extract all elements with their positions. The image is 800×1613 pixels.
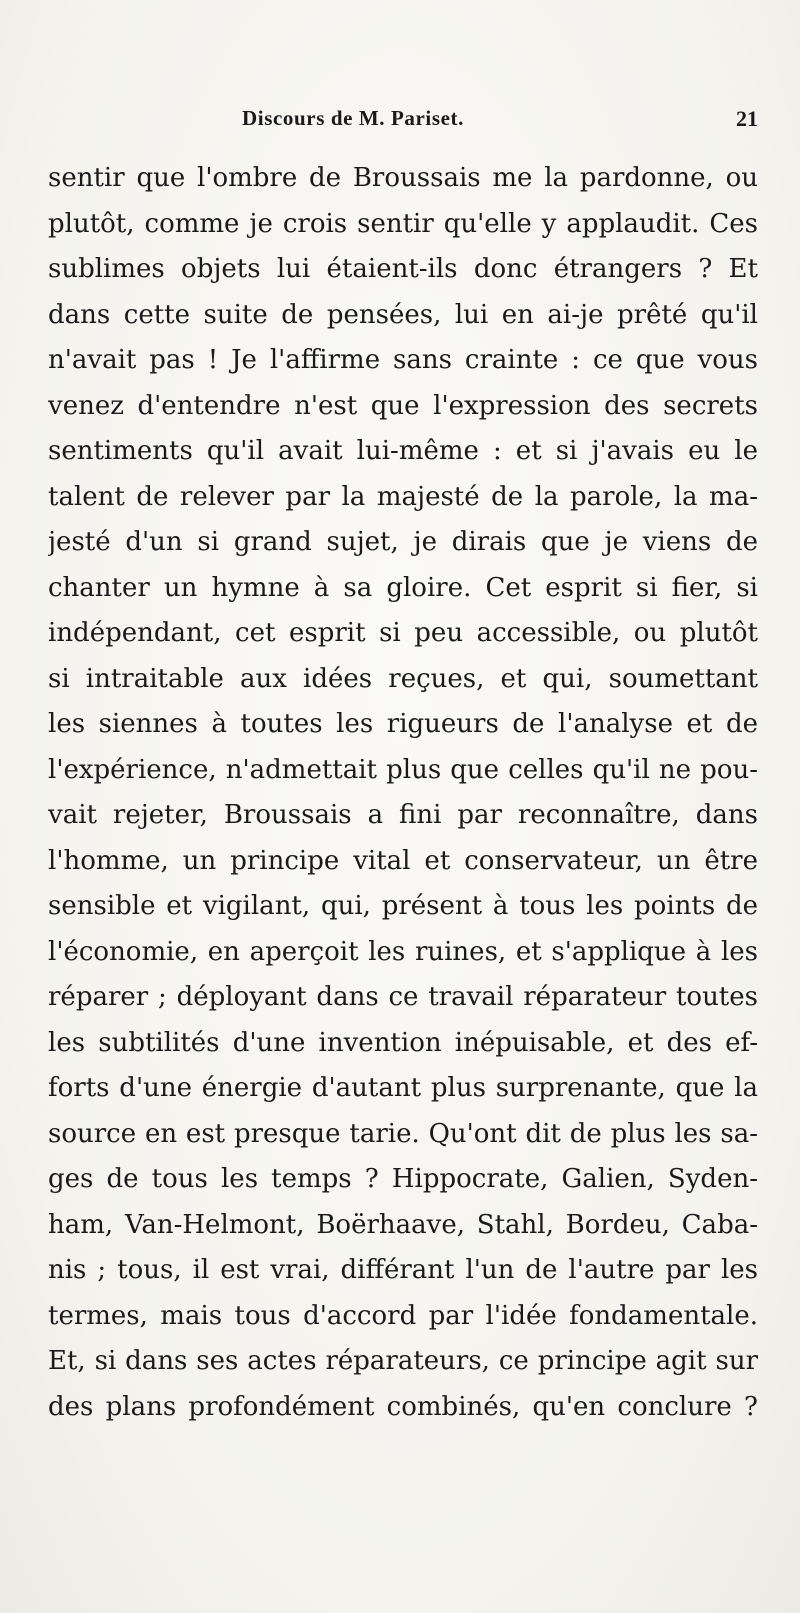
text-line: vait rejeter, Broussais a fini par reconnaître, dans — [48, 800, 758, 830]
text-line: sublimes objets lui étaient-ils donc étrangers ? Et — [48, 254, 758, 284]
page-header — [48, 106, 758, 140]
text-line: nis ; tous, il est vrai, différant l'un de l'autre par les — [48, 1255, 758, 1285]
text-line: Et, si dans ses actes réparateurs, ce principe agit sur — [48, 1346, 758, 1376]
text-line: l'économie, en aperçoit les ruines, et s'applique à les — [48, 936, 758, 967]
text-line: des plans profondément combinés, qu'en conclure ? — [48, 1391, 758, 1422]
text-line: termes, mais tous d'accord par l'idée fondamentale. — [48, 1300, 758, 1331]
text-line: l'homme, un principe vital et conservateur, un être — [48, 845, 758, 876]
text-line: si intraitable aux idées reçues, et qui, soumettant — [48, 663, 758, 694]
text-line: l'expérience, n'admettait plus que celles qu'il ne pou- — [48, 754, 758, 785]
text-line: ges de tous les temps ? Hippocrate, Galien, Syden- — [48, 1164, 758, 1194]
text-line: n'avait pas ! Je l'affirme sans crainte : ce que vous — [48, 345, 758, 375]
body-text — [48, 156, 758, 1430]
text-line: les subtilités d'une invention inépuisable, et des ef- — [48, 1027, 758, 1058]
running-head: Discours de M. Pariset. — [242, 106, 465, 130]
text-line: dans cette suite de pensées, lui en ai-je prêté qu'il — [48, 299, 758, 330]
text-line: chanter un hymne à sa gloire. Cet esprit si fier, si — [48, 572, 758, 603]
text-line: les siennes à toutes les rigueurs de l'analyse et de — [48, 709, 758, 739]
text-line: jesté d'un si grand sujet, je dirais que je viens de — [48, 527, 758, 557]
text-line: sensible et vigilant, qui, présent à tous les points de — [48, 891, 758, 921]
text-line: réparer ; déployant dans ce travail réparateur toutes — [48, 982, 758, 1012]
text-line: sentiments qu'il avait lui-même : et si j'avais eu le — [48, 436, 758, 466]
text-line: venez d'entendre n'est que l'expression des secrets — [48, 390, 758, 421]
text-line: sentir que l'ombre de Broussais me la pardonne, ou — [48, 163, 758, 193]
text-line: talent de relever par la majesté de la parole, la ma- — [48, 481, 758, 512]
text-line: ham, Van-Helmont, Boërhaave, Stahl, Bordeu, Caba- — [48, 1209, 758, 1240]
text-line: forts d'une énergie d'autant plus surprenante, que la — [48, 1073, 758, 1103]
text-line: source en est presque tarie. Qu'ont dit de plus les sa- — [48, 1118, 758, 1149]
text-line: indépendant, cet esprit si peu accessible, ou plutôt — [48, 618, 758, 648]
page-number: 21 — [736, 106, 758, 131]
text-line: plutôt, comme je crois sentir qu'elle y applaudit. Ces — [48, 208, 758, 239]
